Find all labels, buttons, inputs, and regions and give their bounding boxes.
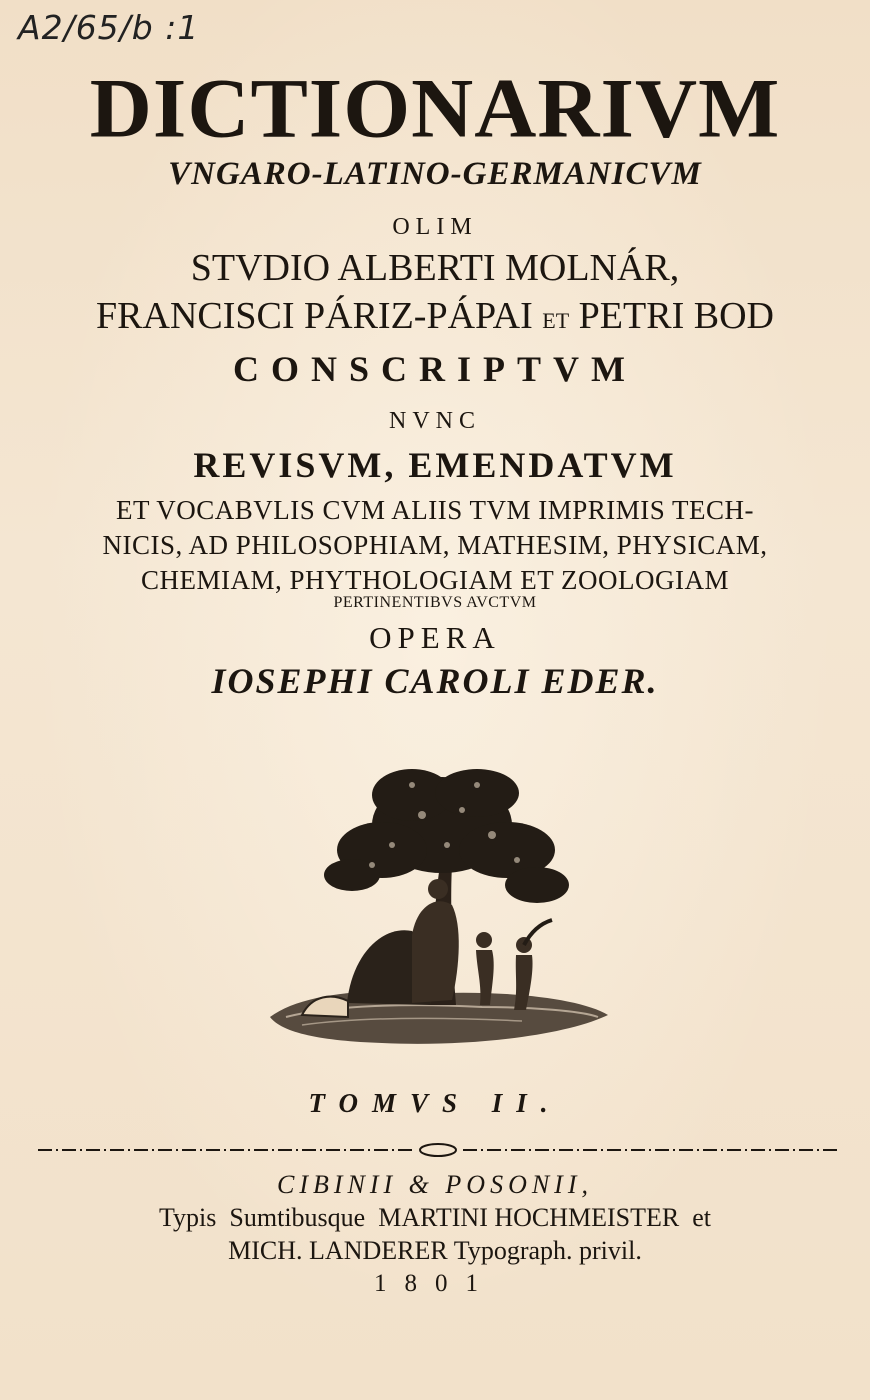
authors-line-1: STVDIO ALBERTI MOLNÁR, [190,247,680,289]
book-title: DICTIONARIVM [89,60,781,156]
book-subtitle: VNGARO-LATINO-GERMANICVM [168,156,702,192]
author-bod: PETRI BOD [578,295,774,337]
nunc-label: NVNC [388,408,481,434]
authors-line-2 [0,294,870,338]
imprint-line-1 [0,1203,870,1233]
description-line-2: NICIS, AD PHILOSOPHIAM, MATHESIM, PHYSICAM, [102,530,768,560]
imprint-et: et [692,1203,712,1232]
volume-label: TOMVS II. [308,1088,562,1118]
olim-label: OLIM [392,214,478,240]
description-line-1: ET VOCABVLIS CVM ALIIS TVM IMPRIMIS TECH- [115,495,755,525]
pertinentibus-line: PERTINENTIBVS AVCTVM [333,594,537,611]
tree-with-figures-woodcut-icon [262,755,614,1055]
opera-label: OPERA [369,620,501,655]
imprint-sumtibusque: Sumtibusque [229,1203,366,1232]
place-of-publication: CIBINII & POSONII, [276,1170,593,1199]
publication-year: 1801 [374,1270,496,1297]
authors-et: ET [542,308,570,333]
revisum-line: REVISVM, EMENDATVM [193,445,677,485]
editor-name: IOSEPHI CAROLI EDER. [211,661,659,701]
ornamental-rule [38,1140,838,1160]
conscriptum-line: CONSCRIPTVM [232,349,637,389]
printer-hochmeister: MARTINI HOCHMEISTER [378,1203,680,1232]
imprint-typis: Typis [158,1203,217,1232]
author-pariz-papai: FRANCISCI PÁRIZ-PÁPAI [96,295,533,337]
imprint-typograph: Typograph. privil. [453,1236,642,1265]
shelfmark-annotation: A2/65/b :1 [18,8,200,47]
description-line-3: CHEMIAM, PHYTHOLOGIAM ET ZOOLOGIAM [141,565,729,595]
imprint-line-2 [0,1236,870,1266]
printer-landerer: MICH. LANDERER [228,1236,448,1265]
